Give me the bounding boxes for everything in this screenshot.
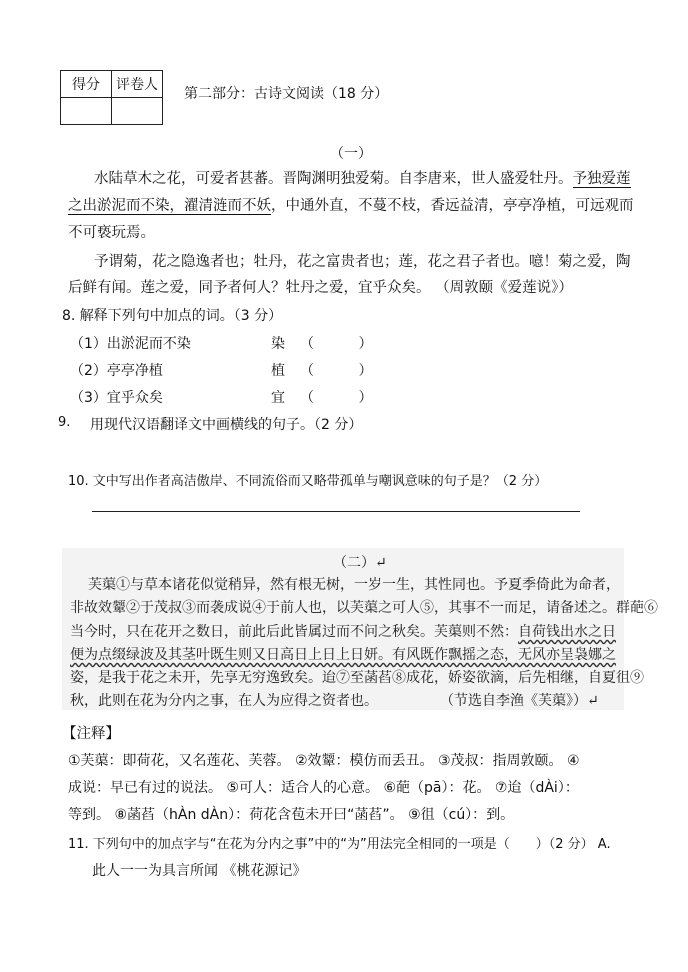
notes-line2: 成说：早已有过的说法。 ⑤可人：适合人的心意。 ⑥葩（pā）：花。 ⑦迨（dÀi）： — [68, 780, 579, 796]
q11-line2: 此人一一为具言所闻 《桃花源记》 — [92, 863, 307, 879]
passage2-label: （二）↵ — [333, 555, 387, 571]
q8-item1-text: （1）出淤泥而不染 — [70, 336, 191, 352]
q8-item3-word: 宜 — [271, 390, 285, 406]
part1-label: （一） — [330, 146, 372, 162]
passage1-line4: 予谓菊，花之隐逸者也；牡丹，花之富贵者也；莲，花之君子者也。噫！菊之爱，陶 — [94, 254, 631, 270]
q9-number: 9. — [58, 415, 71, 430]
q8-item2-blank[interactable]: （ ） — [300, 363, 373, 379]
notes-title: 【注释】 — [62, 726, 120, 742]
underlined-sentence-part2: 之出淤泥而不染，濯清涟而不妖 — [68, 198, 271, 214]
q11-line1: 11. 下列句中的加点字与“在花为分内之事”中的“为”用法完全相同的一项是（ ）（2 分） A. — [68, 837, 611, 852]
notes-line1: ①芙蕖：即荷花，又名莲花、芙蓉。 ②效颦：模仿而丢丑。 ③茂叔：指周敦颐。 ④ — [68, 753, 580, 769]
score-cell[interactable] — [61, 98, 112, 125]
q9-text: 用现代汉语翻译文中画横线的句子。（2 分） — [90, 417, 363, 433]
passage2-line2: 非故效颦②于茂叔③而袭成说④于前人也，以芙蕖之可人⑤，其事不一而足，请备述之。群葩⑥ — [70, 600, 658, 616]
passage1-line1: 水陆草木之花，可爱者甚蕃。晋陶渊明独爱菊。自李唐来，世人盛爱牡丹。予独爱莲 — [94, 171, 631, 187]
q8-item3-text: （3）宜乎众矣 — [70, 390, 163, 406]
q8-item3-blank[interactable]: （ ） — [300, 390, 373, 406]
notes-line3: 等到。 ⑧菡萏（hÀn dÀn）：荷花含苞未开曰“菡萏”。 ⑨徂（cú）：到。 — [68, 807, 515, 823]
section-title: 第二部分：古诗文阅读（18 分） — [184, 86, 389, 102]
score-header: 得分 — [61, 71, 112, 98]
grader-cell[interactable] — [112, 98, 163, 125]
q8-item2-text: （2）亭亭净植 — [70, 363, 163, 379]
passage1-line5: 后鲜有闻。莲之爱，同予者何人？牡丹之爱，宜乎众矣。 （周敦颐《爱莲说》） — [68, 280, 573, 296]
passage2-line5: 姿，是我于花之未开，先享无穷逸致矣。迨⑦至菡萏⑧成花，娇姿欲滴，后先相继，自夏徂⑨ — [70, 670, 644, 686]
passage2-line4: 便为点缀绿波及其茎叶既生则又日高日上日上日妍。有风既作飘摇之态，无风亦呈袅娜之 — [70, 647, 616, 663]
underlined-sentence-part1: 予独爱莲 — [572, 171, 631, 187]
passage1-line3: 不可亵玩焉。 — [68, 225, 155, 241]
passage1-line2: 之出淤泥而不染，濯清涟而不妖，中通外直，不蔓不枝，香远益清，亭亭净植，可远观而 — [68, 198, 634, 214]
q8-item2-word: 植 — [271, 363, 285, 379]
passage2-line3: 当今时，只在花开之数日，前此后此皆属过而不问之秋矣。芙蕖则不然：自荷钱出水之日 — [70, 624, 616, 640]
q8-title: 8. 解释下列句中加点的词。（3 分） — [62, 308, 283, 324]
grader-header: 评卷人 — [112, 71, 163, 98]
passage2-line1: 芙蕖①与草本诸花似觉稍异，然有根无树，一岁一生，其性同也。予夏季倚此为命者， — [88, 577, 620, 593]
q8-item1-blank[interactable]: （ ） — [300, 336, 373, 352]
passage2-line6: 秋，此则在花为分内之事，在人为应得之资者也。 — [70, 693, 378, 709]
q10-answer-line[interactable] — [92, 511, 580, 512]
score-table — [60, 70, 163, 125]
passage2-source: （节选自李渔《芙蕖》）↵ — [440, 693, 599, 709]
q10-text: 10. 文中写出作者高洁傲岸、不同流俗而又略带孤单与嘲讽意味的句子是？（2 分） — [68, 474, 548, 489]
q8-item1-word: 染 — [271, 336, 285, 352]
